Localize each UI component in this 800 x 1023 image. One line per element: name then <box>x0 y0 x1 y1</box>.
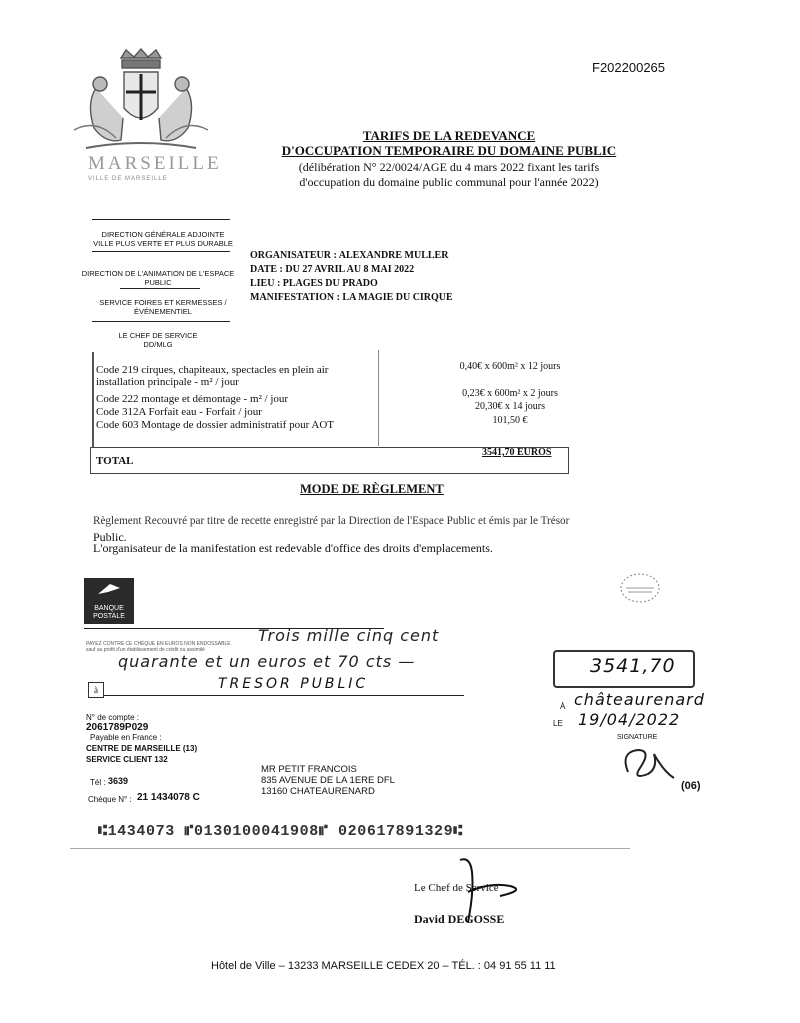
event-manifestation: MANIFESTATION : LA MAGIE DU CIRQUE <box>250 292 453 303</box>
cheque-number-label: Chèque N° : <box>88 795 132 804</box>
banque-postale-logo: BANQUE POSTALE <box>84 578 134 624</box>
event-date: DATE : DU 27 AVRIL AU 8 MAI 2022 <box>250 264 415 275</box>
postmark-stamp-icon <box>618 570 662 606</box>
service-foires: SERVICE FOIRES ET KERMESSES / ÉVÉNEMENTIEL <box>99 298 227 316</box>
signature-label: SIGNATURE <box>617 734 658 741</box>
divider <box>92 251 230 252</box>
chef-de-service: LE CHEF DE SERVICE DD/MLG <box>118 331 198 349</box>
tel-value: 3639 <box>108 776 129 786</box>
account-label: N° de compte : <box>86 713 139 722</box>
total-value: 3541,70 EUROS <box>482 447 552 458</box>
subtitle-line-1: (délibération N° 22/0024/AGE du 4 mars 2022 fixant les tarifs <box>298 160 600 174</box>
account-number: 2061789P029 <box>86 722 149 733</box>
title-line-1: TARIFS DE LA REDEVANCE <box>362 128 536 143</box>
cheque-bottom-edge <box>70 848 630 849</box>
amount-figures: 3541,70 <box>590 655 676 677</box>
mode-reglement-heading: MODE DE RÈGLEMENT <box>300 482 444 496</box>
table-column-divider <box>378 350 379 446</box>
city-logo-subtext: VILLE DE MARSEILLE <box>88 176 168 182</box>
beneficiary-prefix: à <box>88 682 104 698</box>
date: 19/04/2022 <box>578 710 681 729</box>
account-holder: MR PETIT FRANCOIS 835 AVENUE DE LA 1ERE DFL 13160 CHATEAURENARD <box>261 764 395 797</box>
fee-amount-219: 0,40€ x 600m² x 12 jours <box>459 361 561 372</box>
bird-icon <box>84 578 134 600</box>
title-line-2: D'OCCUPATION TEMPORAIRE DU DOMAINE PUBLIC <box>281 143 617 158</box>
place: châteaurenard <box>574 690 705 709</box>
place-prefix: À <box>560 702 566 711</box>
service-client: SERVICE CLIENT 132 <box>86 755 168 764</box>
reglement-text-line-1: Règlement Recouvré par titre de recette enregistré par la Direction de l'Espace Public et émis par le Trésor <box>93 515 570 527</box>
payable-label: Payable en France : <box>90 733 162 742</box>
fee-code-219: Code 219 cirques, chapiteaux, spectacles en plein air installation principale - m² / jour <box>96 364 329 388</box>
organisateur: ORGANISATEUR : ALEXANDRE MULLER <box>250 250 449 261</box>
beneficiary-line <box>104 695 464 696</box>
cheque-number: 21 1434078 C <box>137 792 200 803</box>
fee-code-603: Code 603 Montage de dossier administratif pour AOT <box>96 419 334 431</box>
city-logo-text: MARSEILLE <box>88 153 222 174</box>
direction-generale: DIRECTION GÉNÉRALE ADJOINTE VILLE PLUS VERTE ET PLUS DURABLE <box>93 230 233 248</box>
reglement-text-line-3: L'organisateur de la manifestation est redevable d'office des droits d'emplacements. <box>93 541 493 555</box>
divider <box>92 219 230 220</box>
total-label: TOTAL <box>96 455 134 467</box>
department-code: (06) <box>681 780 701 792</box>
document-reference: F202200265 <box>592 60 666 75</box>
fee-code-222: Code 222 montage et démontage - m² / jour <box>96 393 289 405</box>
fee-amount-312a: 20,30€ x 14 jours <box>475 401 545 412</box>
amount-in-words-line-1: Trois mille cinq cent <box>258 626 440 645</box>
subtitle-line-2: d'occupation du domaine public communal pour l'année 2022) <box>299 175 599 189</box>
signature-icon <box>618 742 678 784</box>
fee-code-312a: Code 312A Forfait eau - Forfait / jour <box>96 406 262 418</box>
micr-line: ⑆1434073 ⑈0130100041908⑈ 020617891329⑆ <box>98 823 463 840</box>
signoff-role: Le Chef de Service <box>414 882 499 894</box>
tel-label: Tél : <box>90 778 106 787</box>
direction-animation: DIRECTION DE L'ANIMATION DE L'ESPACE PUBLIC <box>81 269 235 287</box>
signoff-name: David DEGOSSE <box>414 912 505 926</box>
event-lieu: LIEU : PLAGES DU PRADO <box>250 278 378 289</box>
table-border-left <box>92 352 94 448</box>
payez-instructions: PAYEZ CONTRE CE CHÈQUE EN EUROS NON ENDOSSABLE sauf au profit d'un établissement de crédit ou assimilé <box>86 641 231 653</box>
divider <box>120 288 200 289</box>
beneficiary: TRESOR PUBLIC <box>218 676 369 692</box>
amount-in-words-line-2: quarante et un euros et 70 cts — <box>118 652 416 671</box>
title-subtitle <box>258 160 640 190</box>
fee-amount-603: 101,50 € <box>492 415 528 426</box>
footer-address: Hôtel de Ville – 13233 MARSEILLE CEDEX 20 – TÉL. : 04 91 55 11 11 <box>211 960 556 972</box>
divider <box>92 321 230 322</box>
date-prefix: LE <box>553 719 563 728</box>
bank-centre: CENTRE DE MARSEILLE (13) <box>86 744 198 753</box>
fee-amount-222: 0,23€ x 600m² x 2 jours <box>462 388 558 399</box>
reglement-text-line-2: Public. <box>93 530 127 544</box>
